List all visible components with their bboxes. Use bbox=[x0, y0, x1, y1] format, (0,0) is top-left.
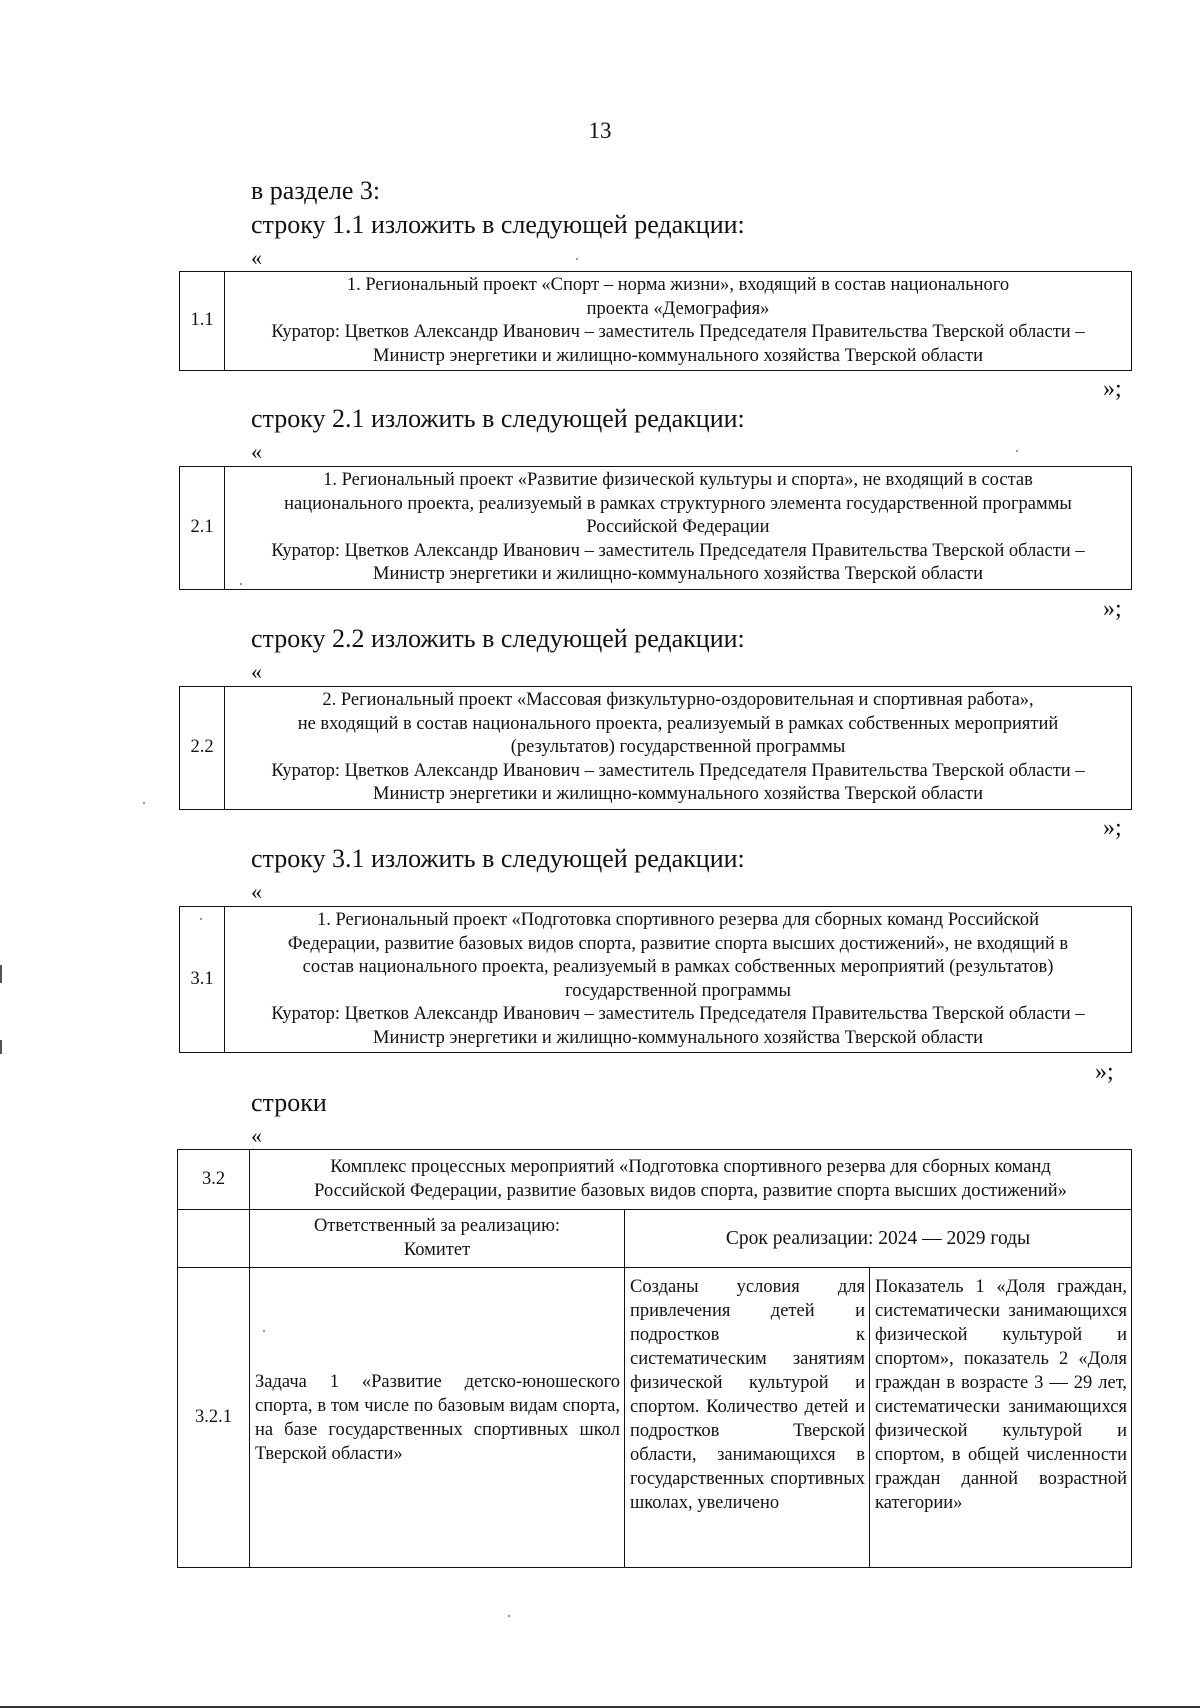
close-quote: »; bbox=[1103, 815, 1122, 841]
row-number: 1.1 bbox=[180, 272, 225, 371]
open-quote: « bbox=[251, 879, 262, 904]
task-cell: Задача 1 «Развитие детско-юношеского спорта, в том числе по базовым видам спорта, на базе государственных спортивных школ Тверской области» bbox=[250, 1268, 625, 1568]
row-content bbox=[225, 687, 1132, 810]
content-line: 2. Региональный проект «Массовая физкультурно-оздоровительная и спортивная работа», bbox=[322, 690, 1034, 710]
content-line: 1. Региональный проект «Спорт – норма жизни», входящий в состав национального bbox=[346, 275, 1010, 295]
curator-line: Куратор: Цветков Александр Иванович – заместитель Председателя Правительства Тверской области – bbox=[271, 1004, 1085, 1024]
row-content bbox=[225, 467, 1132, 590]
open-quote: « bbox=[251, 245, 262, 270]
responsible-cell bbox=[250, 1210, 625, 1268]
row-number: 3.2.1 bbox=[178, 1268, 250, 1568]
row-content bbox=[225, 272, 1132, 371]
content-line: проекта «Демография» bbox=[586, 298, 770, 319]
curator-line: Министр энергетики и жилищно-коммунального хозяйства Тверской области bbox=[373, 784, 983, 804]
row-number: 3.1 bbox=[180, 907, 225, 1053]
scan-speck bbox=[1016, 450, 1018, 452]
scan-speck bbox=[263, 1330, 265, 1332]
content-line: состав национального проекта, реализуемый в рамках собственных мероприятий (результатов) bbox=[302, 957, 1054, 977]
instruction-1-1: строку 1.1 изложить в следующей редакции: bbox=[251, 210, 745, 239]
close-quote: »; bbox=[1103, 376, 1122, 402]
curator-line: Министр энергетики и жилищно-коммунального хозяйства Тверской области bbox=[373, 345, 983, 366]
row-number: 2.2 bbox=[180, 687, 225, 810]
final-table bbox=[177, 1149, 1132, 1568]
content-line: Российской Федерации bbox=[586, 517, 770, 537]
close-quote: »; bbox=[1103, 596, 1122, 622]
content-line: (результатов) государственной программы bbox=[510, 737, 846, 757]
instruction-2-2: строку 2.2 изложить в следующей редакции: bbox=[251, 624, 745, 653]
indicator-cell: Показатель 1 «Доля граждан, систематически занимающихся физической культурой и спортом», показатель 2 «Доля граждан в возрасте 3 — 29 лет, систематически занимающихся физической культурой и спортом, в общей численности граждан данной возрастной категории» bbox=[870, 1268, 1132, 1568]
scan-speck bbox=[240, 583, 242, 585]
content-line: Комплекс процессных мероприятий «Подготовка спортивного резерва для сборных команд bbox=[330, 1157, 1051, 1177]
scan-speck bbox=[143, 802, 145, 804]
table-row-1-1 bbox=[179, 271, 1132, 371]
content-line: 1. Региональный проект «Подготовка спортивного резерва для сборных команд Российской bbox=[316, 910, 1040, 930]
scan-speck bbox=[508, 1615, 510, 1617]
section-heading: в разделе 3: bbox=[251, 176, 381, 205]
page-number: 13 bbox=[588, 118, 612, 143]
curator-line: Куратор: Цветков Александр Иванович – заместитель Председателя Правительства Тверской области – bbox=[271, 760, 1085, 781]
table-row-2-2 bbox=[179, 686, 1132, 810]
row-content bbox=[225, 907, 1132, 1053]
open-quote: « bbox=[251, 1123, 262, 1148]
curator-line: Министр энергетики и жилищно-коммунального хозяйства Тверской области bbox=[373, 1027, 983, 1048]
open-quote: « bbox=[251, 439, 262, 464]
scan-speck bbox=[576, 258, 578, 260]
curator-line: Куратор: Цветков Александр Иванович – заместитель Председателя Правительства Тверской области – bbox=[271, 322, 1085, 342]
scan-edge-mark bbox=[0, 1040, 2, 1054]
rows-heading: строки bbox=[251, 1088, 327, 1117]
result-cell: Созданы условия для привлечения детей и подростков к систематическим занятиям физической культурой и спортом. Количество детей и подростков Тверской области, занимающихся в государственных спортивных школах, увеличено bbox=[625, 1268, 870, 1568]
content-line: Российской Федерации, развитие базовых видов спорта, развитие спорта высших достижений» bbox=[314, 1180, 1067, 1201]
row-number: 3.2 bbox=[178, 1150, 250, 1210]
scan-edge-mark bbox=[0, 965, 2, 983]
scan-speck bbox=[200, 918, 202, 920]
content-line: государственной программы bbox=[565, 980, 791, 1001]
instruction-3-1: строку 3.1 изложить в следующей редакции: bbox=[251, 844, 745, 873]
instruction-2-1: строку 2.1 изложить в следующей редакции: bbox=[251, 404, 745, 433]
close-quote: »; bbox=[1095, 1059, 1114, 1085]
content-line: Комитет bbox=[403, 1239, 471, 1260]
curator-line: Министр энергетики и жилищно-коммунального хозяйства Тверской области bbox=[373, 564, 983, 584]
content-line: Федерации, развитие базовых видов спорта, развитие спорта высших достижений», не входящий в bbox=[287, 933, 1069, 954]
content-line: не входящий в состав национального проекта, реализуемый в рамках собственных мероприятий bbox=[297, 713, 1059, 734]
content-line: Ответственный за реализацию: bbox=[313, 1216, 561, 1236]
content-line: 1. Региональный проект «Развитие физической культуры и спорта», не входящий в состав bbox=[323, 470, 1033, 490]
open-quote: « bbox=[251, 659, 262, 684]
table-row-3-1 bbox=[179, 906, 1132, 1053]
content-line: национального проекта, реализуемый в рамках структурного элемента государственной программы bbox=[284, 493, 1072, 514]
empty-cell bbox=[178, 1210, 250, 1268]
curator-line: Куратор: Цветков Александр Иванович – заместитель Председателя Правительства Тверской области – bbox=[271, 540, 1085, 561]
table-row-2-1 bbox=[179, 466, 1132, 590]
row-number: 2.1 bbox=[180, 467, 225, 590]
term-cell: Срок реализации: 2024 — 2029 годы bbox=[625, 1210, 1132, 1268]
complex-title bbox=[250, 1150, 1132, 1210]
